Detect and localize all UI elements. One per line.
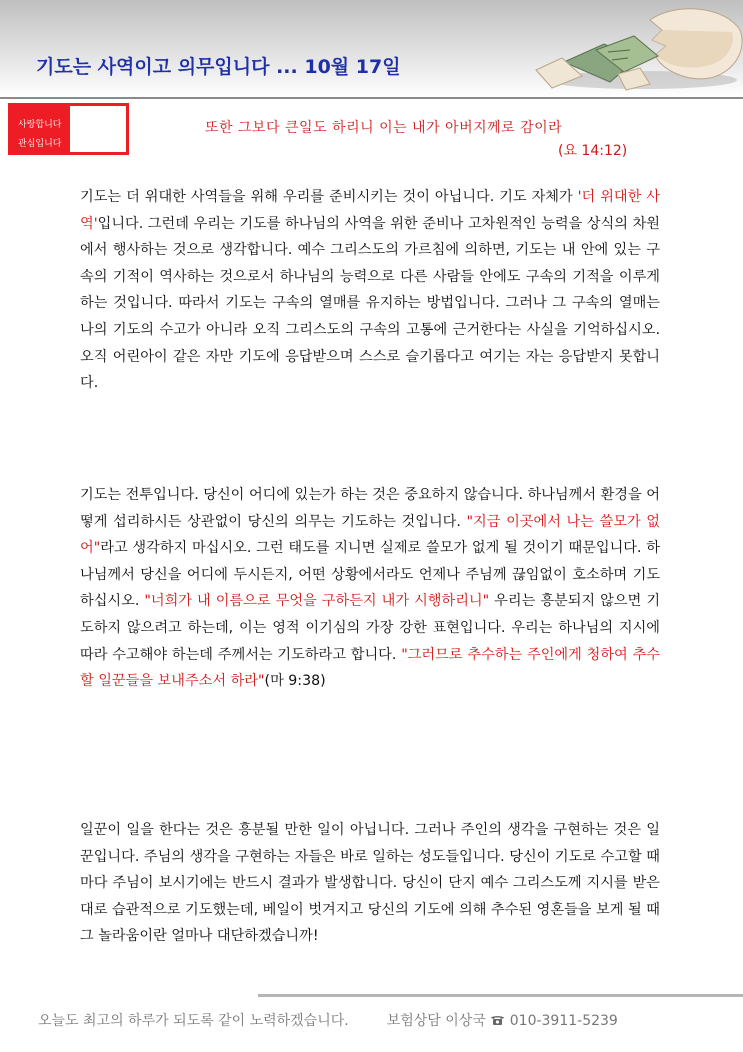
highlighted-quote: "그러므로 추수하는 주인에게 청하여 추수할 일꾼들을 보내주소서 하라" [80,646,660,690]
tag-line-love: 사랑합니다 [18,120,62,130]
text-run: 입니다. 그런데 우리는 기도를 하나님의 사역을 위한 준비나 고차원적인 능력을 상식의 차원에서 행사하는 것으로 생각합니다. 예수 그리스도의 가르침에 의하면, 기도는 내 안에 있는 구속의 기적이 역사하는 것으로서 하나님의 능력으로 다른 사람들 안에도 구속의 기적을 이루게 하는 것입니다. 따라서 기도는 구속의 열매를 유지하는 방법입니다. 그러나 그 구속의 열매는 나의 기도의 수고가 아니라 오직 그리스도의 구속의 고통에 근거한다는 사실을 기억하십시오. 오직 어린아이 같은 자만 기도에 응답받으며 스스로 슬기롭다고 여기는 자는 응답받지 못합니다. [80,215,660,392]
footer-motto: 오늘도 최고의 하루가 되도록 같이 노력하겠습니다. [38,1013,349,1029]
footer-phone: 010-3911-5239 [509,1013,618,1029]
tag-line-care: 관심입니다 [18,139,62,149]
footer-contact-label: 보험상담 이상국 [386,1013,486,1029]
text-run: (마 9:38) [264,673,326,690]
broken-eggshell-illustration [500,0,743,100]
highlighted-quote: '더 위대한 사역' [80,189,661,232]
footer [38,1010,618,1030]
text-run: 우리는 흥분되지 않으면 기도하지 않으려고 하는데, 이는 영적 이기심의 가장 강한 표현입니다. 우리는 하나님의 지시에 따라 수고해야 하는데 주께서는 기도하라고 합니다. [80,593,661,663]
paragraph-2 [80,482,660,695]
telephone-icon [490,1014,505,1026]
tag-white-panel [70,106,126,152]
text-run: 일꾼이 일을 한다는 것은 흥분될 만한 일이 아닙니다. 그러나 주인의 생각을 구현하는 것은 일꾼입니다. 주님의 생각을 구현하는 자들은 바로 일하는 성도들입니다. 당신이 기도로 수고할 때마다 주님이 보시기에는 반드시 결과가 발생합니다. 당신이 단지 예수 그리스도께 지시를 받은 대로 습관적으로 기도했는데, 베일이 벗겨지고 당신의 기도에 의해 추수된 영혼들을 보게 될 때 그 놀라움이란 얼마나 대단하겠습니까! [80,822,660,945]
text-run: 라고 생각하지 마십시오. 그런 태도를 지니면 실제로 쓸모가 없게 될 것이기 때문입니다. 하나님께서 당신을 어디에 두시든지, 어떤 상황에서라도 언제나 주님께 끊임없이 호소하며 기도하십시오. [80,540,660,610]
text-run: 기도는 전투입니다. 당신이 어디에 있는가 하는 것은 중요하지 않습니다. 하나님께서 환경을 어떻게 섭리하시든 상관없이 당신의 의무는 기도하는 것입니다. [80,487,660,530]
verse-reference: (요 14:12) [558,143,628,159]
verse-text: 또한 그보다 큰일도 하리니 이는 내가 아버지께로 감이라 [205,120,563,136]
footer-divider [258,994,743,997]
paragraph-1 [80,184,660,397]
text-run: 기도는 더 위대한 사역들을 위해 우리를 준비시키는 것이 아닙니다. 기도 자체가 [80,189,578,205]
highlighted-quote: "지금 이곳에서 나는 쓸모가 없어" [80,513,660,557]
paragraph-3 [80,817,660,950]
highlighted-quote: "너희가 내 이름으로 무엇을 구하든지 내가 시행하리니" [144,593,490,610]
page-title: 기도는 사역이고 의무입니다 ... 10월 17일 [36,56,401,78]
